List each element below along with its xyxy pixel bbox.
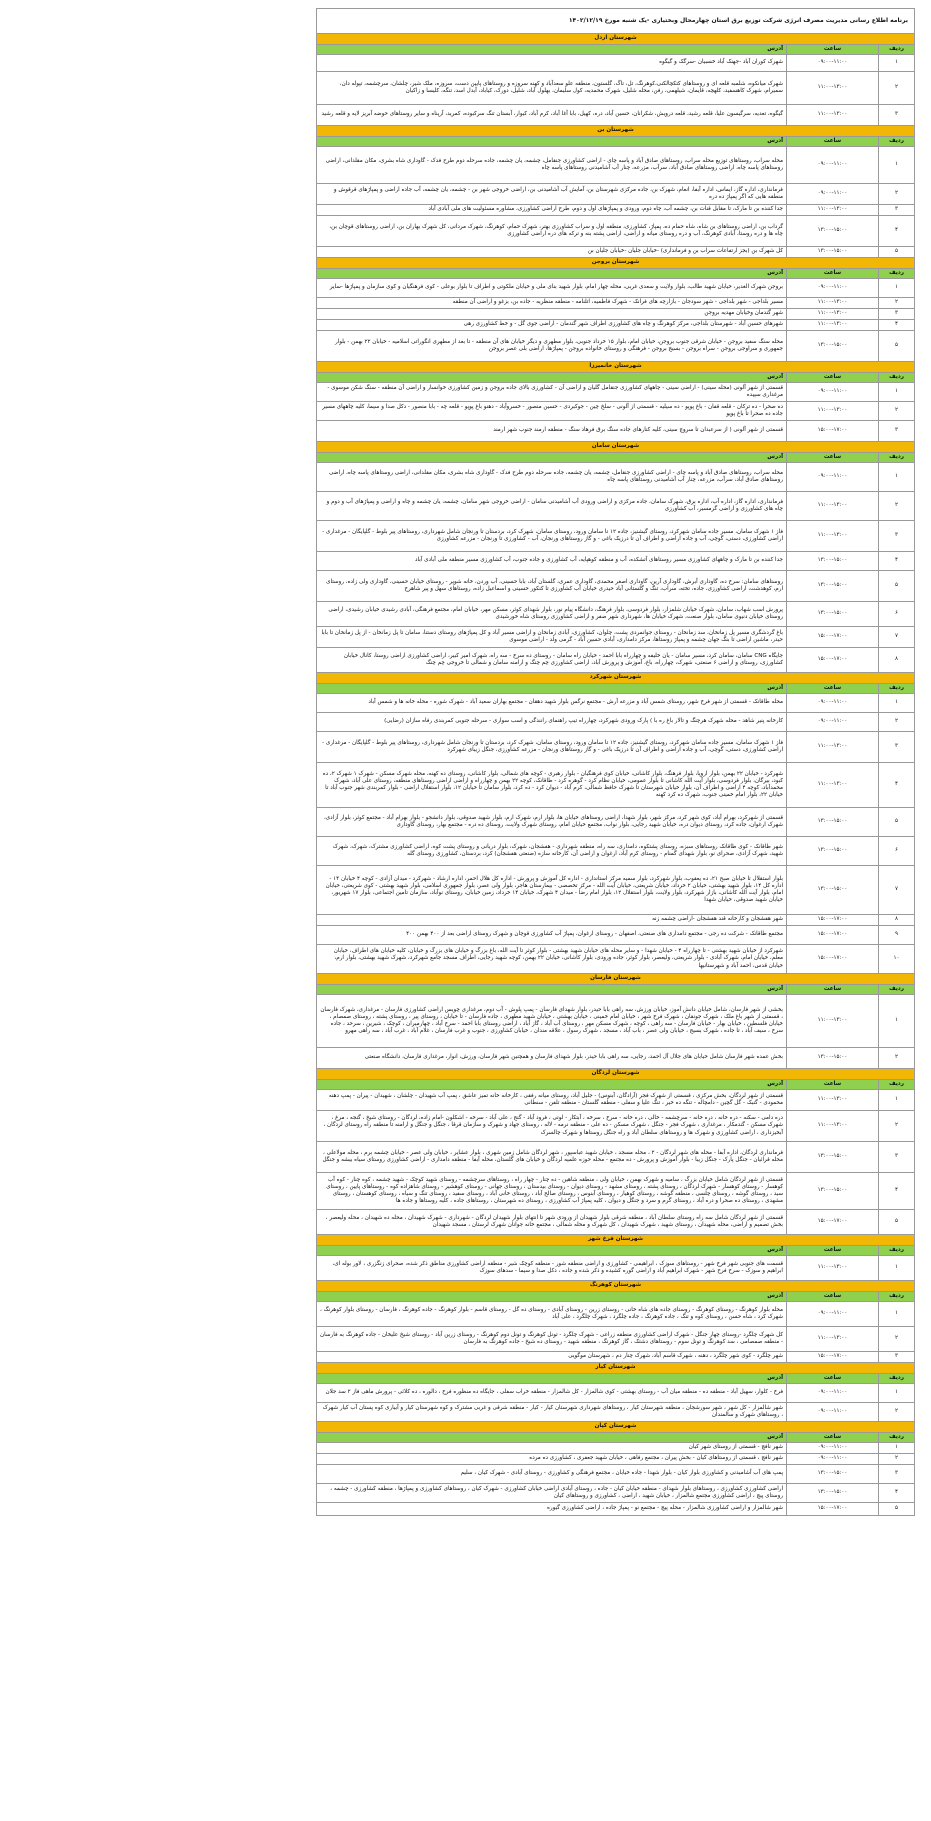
row-number: ۱ <box>879 1090 915 1111</box>
time-range: ۰۹:۰۰-۱۱:۰۰ <box>787 1454 879 1465</box>
address-text: شهر نافچ - قسمتی از روستای شهر کیان <box>317 1443 787 1454</box>
address-text: قسمتی از شهرکرد، بهرام آباد، کوی شهر کرد، مرکز شهر، بلوار شهدا، اراضی روستاهای خیابان ها، بلوار ارم، شهرک ارم، بلوار شهید صدوقی، بلوار دانشجو - بلوار بهرام آباد - مجتمع کوثر، بلوار آزادی، شهرک ارغوان، جاده کرد، روستای دیوان دره، خیابان شهید رجایی، بلوار نواب، مجتمع خیابان امام، روستای شهرک ولایت، روستای ده دره - مجتمع بهار، روستای گاوداری <box>317 808 787 837</box>
address-text: فاز ۱ شهرک سامان، مسیر جاده سامان شهرکرد، روستای گیشنیز، جاده ۱۲ تا سامان ورود، روستای سامان، شهرک کرد، بردستان تا ورنجان شامل شهرداری، روستاهای پیر بلوط - گلپایگان - مرغداری - اراضی کشاورزی، دستی، گوچی، آب و جاده اراضی و اطراف آن تا درزیک باغی - و گاز روستاهای ورنجان - مزرعه کشاورزی، جنگل زیبای شهرکرد <box>317 732 787 763</box>
column-header-radif: ردیف <box>879 1246 915 1256</box>
address-text: شهر گندمان وخیابان مهدیه بروجن <box>317 309 787 320</box>
section-header <box>317 126 915 137</box>
table-row <box>317 1443 915 1454</box>
row-number: ۱ <box>879 55 915 72</box>
column-header-row <box>317 1433 915 1443</box>
table-row <box>317 279 915 298</box>
time-range: ۱۵:۰۰-۱۷:۰۰ <box>787 915 879 926</box>
column-header-saat: ساعت <box>787 137 879 147</box>
row-number: ۱ <box>879 1384 915 1403</box>
time-range: ۱۱:۰۰-۱۳:۰۰ <box>787 105 879 126</box>
row-number: ۵ <box>879 331 915 362</box>
column-header-saat: ساعت <box>787 1374 879 1384</box>
section-title: شهرستان خانمیرزا <box>317 362 915 373</box>
table-row <box>317 926 915 945</box>
time-range: ۱۳:۰۰-۱۵:۰۰ <box>787 1465 879 1484</box>
section-title: شهرستان کوهرنگ <box>317 1281 915 1292</box>
row-number: ۵ <box>879 808 915 837</box>
time-range: ۰۹:۰۰-۱۱:۰۰ <box>787 1302 879 1327</box>
table-row <box>317 915 915 926</box>
row-number: ۴ <box>879 763 915 808</box>
time-range: ۱۱:۰۰-۱۳:۰۰ <box>787 1090 879 1111</box>
address-text: بروجن شهرک الغدیر، خیابان شهید طالب، بلوار ولایت و سعدی غربی، محله چهار امام، بلوار شهید بنای ملی و خیابان ملکوتی و اطراف تا بلوار بوعلی - کوی فرهنگیان و کوی سازمان و پمپاژها -سایر <box>317 279 787 298</box>
section-title: شهرستان کیار <box>317 1363 915 1374</box>
time-range: ۱۳:۰۰-۱۵:۰۰ <box>787 552 879 571</box>
table-row <box>317 402 915 421</box>
row-number: ۳ <box>879 105 915 126</box>
row-number: ۶ <box>879 837 915 866</box>
table-row <box>317 205 915 216</box>
time-range: ۰۹:۰۰-۱۱:۰۰ <box>787 1443 879 1454</box>
time-range: ۰۹:۰۰-۱۱:۰۰ <box>787 694 879 713</box>
address-text: کارخانه پنیر شاهد - محله شهرک هرچنگ و تالار باغ ره با ) پارک ورودی شهرکرد، چهارراه تیپ راهنمای رانندگی و اسب سواری - سرحله جنوبی کمربندی رفاه سازان (رضایی) <box>317 713 787 732</box>
address-text: محله سنگ سفید بروجن - خیابان شرقی جنوب بروجن، خیابان امام، بلوار ۱۵ خرداد جنوبی، بلوار مطهری و دیگر خیابان های آن منطقه - تا بعد از مطهری انگوراتی اسلامیه - خیابان ۲۲ بهمن - بلوار جمهوری و سراوجی بروجن - سراه بروجن - بسیج بروجن - فرهنگی و روستای خانواده بروجن - پمپاژها، اراضی بلی عصر بروجن <box>317 331 787 362</box>
section-title: شهرستان شهرکرد <box>317 673 915 684</box>
section-header <box>317 1069 915 1080</box>
table-row <box>317 105 915 126</box>
row-number: ۳ <box>879 205 915 216</box>
column-header-adres: آدرس <box>317 1374 787 1384</box>
column-header-radif: ردیف <box>879 373 915 383</box>
row-number: ۲ <box>879 184 915 205</box>
table-row <box>317 648 915 673</box>
table-row <box>317 1111 915 1142</box>
address-text: شهرک کوران آباد -جهنک آباد خسبیان -سرگک و گیگوه <box>317 55 787 72</box>
table-row <box>317 1484 915 1503</box>
row-number: ۷ <box>879 627 915 648</box>
time-range: ۱۱:۰۰-۱۳:۰۰ <box>787 402 879 421</box>
address-text: کل شهرک چلگرد -روستای چهار جنگل - شهرک اراضی کشاورزی منطقه زراعی - شهرک چلگرد - تونل کوهرنگ و تونل دوم کوهرنگ - روستای زرین آباد - روستای شیخ علیخان - جاده کوهرنگ به فارسان - منطقه صمصامی ، سد کوهرنگ و تونل سوم - روستاهای دشتک ، گاز کوهرنگ ، منطقه شهید - روستای ده شیخ - جاده کوهرنگ به فارسان <box>317 1327 787 1352</box>
row-number: ۷ <box>879 866 915 915</box>
row-number: ۹ <box>879 926 915 945</box>
address-text: شهرکرد از خیابان شهید بهشتی - تا چهارراه ۴ - خیابان شهدا - و سایر محله های خیابان شهید بهشتی - بلوار کوثر تا آیت الله، باغ بزرگ و خیابان های بزرگ و خیابان، کلیه خیابان های اطراف، خیابان معلم، خیابان امام، شهرک آبادی - بلوار شریعتی، ولیعصر، بلوار کوثر، جاده ورودی، بلوار کاشانی، خیابان ۲۲ بهمن، کوچه شهید رجایی، اطراف مسجد جامع شهرکرد، شهرک شهید بهشتی، بلوار ارم، خیابان قدس، احمد آباد و شهرستانیها <box>317 945 787 974</box>
column-header-row <box>317 1292 915 1302</box>
address-text: محله طاقانک - قسمتی از شهر فرخ شهر، روستای شمس آباد و مزرعه آرش - مجتمع نرگس بلوار شهید دهقان - مجتمع بهاران سعید آباد - شهرک شوره - محله خانه ها و شمس آباد <box>317 694 787 713</box>
address-text: گرداب بن، اراضی روستاهای بن شاه، شاه حمام ده، پمپاژ، کشاورزی، منطقه اول و سراب کشاورزی بهتر، شهرک حمام، کوهرنگ، شهرک مردانی، کل شهرک بهاران بن، اراضی روستاهای قوچان بن، چاه ها و دره روستا، آبادی کوهرنگ، آب و دره روستای میانه و اراضی، اراضی پشته بنه و ترکه های دره اراضی کشاورزی <box>317 216 787 247</box>
column-header-radif: ردیف <box>879 1433 915 1443</box>
table-row <box>317 1090 915 1111</box>
row-number: ۱ <box>879 383 915 402</box>
row-number: ۳ <box>879 521 915 552</box>
table-row <box>317 1173 915 1210</box>
table-row <box>317 1327 915 1352</box>
column-header-row <box>317 1246 915 1256</box>
address-text: قسمت های جنوبی شهر فرخ شهر - روستاهای سوزک ، ابراهیمی - کشاورزی و اراضی منطقه شور - منطقه کوچک شیر - منطقه اراضی کشاورزی مناطق ذکر شده، صحرای زنگزری ، لاور بوله ای، ابراهیم و سوزک - سرخ فرخ شهر - شهرک ابراهیم آباد و اراضی گوره کشیده و ذکر شده و جاده ، دکل صدا و سیما - سدهای سوزک <box>317 1256 787 1281</box>
time-range: ۰۹:۰۰-۱۱:۰۰ <box>787 463 879 492</box>
time-range: ۱۵:۰۰-۱۷:۰۰ <box>787 1210 879 1235</box>
title-row <box>317 9 915 34</box>
row-number: ۵ <box>879 1210 915 1235</box>
time-range: ۰۹:۰۰-۱۱:۰۰ <box>787 1384 879 1403</box>
address-text: شهر نافچ ، قسمتی از روستاهای کیان - بخش پیران ، مجتمع رفاهی ، خیابان شهید جعفری ، کشاورزی ده مرده <box>317 1454 787 1465</box>
time-range: ۱۱:۰۰-۱۳:۰۰ <box>787 1256 879 1281</box>
address-text: شهرکرد - خیابان ۲۲ بهمن، بلوار اروپا، بلوار فرهنگ، بلوار کاشانی، خیابان کوی فرهنگیان - بلوار رهبری - کوچه های شمالی، بلوار کاشانی، روستای ده کهنه، محله شهرک مسکن - شهرک ۱ شهرک ۲، ده کبود، بیرگان، بلوار فردوسی، بلوار آیت الله کاشانی تا بلوار عمومی، خیابان نظام کرد - گوهره کرد - طاقانک، کوچه ۲۲ بهمن و چهارراه و اراضی اراضی روستاهای منطقه، روستای علی آباد، شهرک محمدآباد، کوچه ۴ اراضی و اطراف آن، بلوار خیابان شهرستان تا شهرک حافظ شمالی، کرم آباد - دیوان کرد - ده کرد، بلوار سامان تا خیابان ۱۲، بلوار استقلال اراضی - بلوار کمربندی شهر جنوب آباد تا خیابان ۲۲، بلوار امام خمینی جنوب، شهرک ده کرد کهنه <box>317 763 787 808</box>
table-row <box>317 732 915 763</box>
address-text: شهرک میانکوه، شلمبه قلعه ای و روستاهای کتکچالکنی،کوهرنگ، تل، تاگ، گلستون، منطقه علو سعدآباد و کهنه سروزه و روستاهای پایین دست، سروزه، ملک شیر، چلشان، سرچشمه، تپوله دان، سمیرام، شهرک کاهسفید، کلهچه، قایمان، شیلهمی، رفن، محله شلیل، شهرک محمدیه، کول سلیمان، بهلول آباد، شلیل، دورک، کیاباد، آبدل اسد، تنگه، کلیسا و زاکیان <box>317 72 787 105</box>
table-row <box>317 552 915 571</box>
table-row <box>317 1403 915 1422</box>
address-text: بخش عمده شهر فارسان شامل خیابان های جلال آل احمد، رجایی، سه راهی بابا حیدر، بلوار شهدای فارسان و همچنین شهر فارسان، ورزش، انوار، مرغداری فارسان، دانشگاه صنعتی <box>317 1048 787 1069</box>
table-row <box>317 320 915 331</box>
section-title: شهرستان اردل <box>317 34 915 45</box>
row-number: ۱ <box>879 463 915 492</box>
table-row <box>317 147 915 184</box>
column-header-saat: ساعت <box>787 453 879 463</box>
time-range: ۱۳:۰۰-۱۵:۰۰ <box>787 1484 879 1503</box>
column-header-adres: آدرس <box>317 684 787 694</box>
section-header <box>317 1235 915 1246</box>
address-text: دره دامی - سکنه - دره خانه ، دره خانه - سرچشمه - خالی ، دره خانه - سرخ ، سرخه ، آبتکار - لوتی ، فرود آباد - گنج ، علی آباد - سرخه - اشکلون -امام زاده، لردگان - روستای شیخ ، گنجه ، مرغ ، شهرک مسکن - گندمکار ، مرغداری ، شهرک فجر - جنگل ، شهرک مسکن - ده علی - منطقه نرمه - لاله ، روستای جهاد و شهرک و سازمان قرقا ، جنگل و جنگل و ارامنه تا منطقه راه روستای لردگان ، آبخیزداری ، اراضی کشاورزی و شهرک ها و روستاهای سلطان آباد و راه جنگل روستاها و شهرک چالسرک <box>317 1111 787 1142</box>
row-number: ۳ <box>879 309 915 320</box>
column-header-row <box>317 684 915 694</box>
column-header-saat: ساعت <box>787 45 879 55</box>
column-header-adres: آدرس <box>317 269 787 279</box>
row-number: ۵ <box>879 247 915 258</box>
row-number: ۲ <box>879 72 915 105</box>
address-text: باغ گردشگری مسیر پل زمانخان، سد زمانخان - روستای جوانمردی پشت، چلوان، کشاورزی، آبادی زمانخان و اراضی مسیر آباد و کل پمپاژهای روستای دستنا، سامان تا پل زمانخان - از پل زمانخان تا بابا حیدر، ماشین اراضی تا بنگ جهان چشمه و پمپاژ روستاها، مرکز دامداری، آبادی حسین آباد - گرمی ولد - اراضی موسوی <box>317 627 787 648</box>
time-range: ۱۱:۰۰-۱۳:۰۰ <box>787 521 879 552</box>
row-number: ۳ <box>879 1142 915 1173</box>
time-range: ۱۳:۰۰-۱۵:۰۰ <box>787 602 879 627</box>
column-header-row <box>317 1080 915 1090</box>
address-text: قسمتی از شهر لردگان شامل خیابان بزرگ ، سامیه و شهرک بهمن ، خیابان ولی ، منطقه شاهین - ده چنار - چهار راه ، روستاهای سرچشمه - روستای شهید کوچک - شهید چشمه ، کوه چنار - کوه آب کوهسار - روستای کوهسار - شهرک لردگان ، روستای پشته ، روستای مشهد - روستای دیوان - روستای بیدستان ، روستای جهانی - روستای کوهشیر - روستای شاهزاده کوه - روستاهای پایین ، روستای سید ، روستای گوشه ، روستای چلسی ، منطقه گوشه ، روستای کوهیار ، روستای آبنوس ، روستای صالح آباد ، روستای خانی آباد ، روستای سفید ، روستای تنگ و سیاه ، روستای کوهستان ، روستای مشهدی ، روستای ده صحرا و دره آباد ، روستای گرم و سرد و جنگل و دیوان ، کلیه پمپاژ آب کشاورزی ، روستای ده شهرستان ، روستاهای جاده ، کلیه روستاها و جاده ها <box>317 1173 787 1210</box>
section-header <box>317 1422 915 1433</box>
time-range: ۱۱:۰۰-۱۳:۰۰ <box>787 72 879 105</box>
row-number: ۲ <box>879 1327 915 1352</box>
column-header-saat: ساعت <box>787 1246 879 1256</box>
column-header-saat: ساعت <box>787 985 879 995</box>
row-number: ۱ <box>879 147 915 184</box>
table-row <box>317 866 915 915</box>
time-range: ۱۳:۰۰-۱۵:۰۰ <box>787 1142 879 1173</box>
time-range: ۱۵:۰۰-۱۷:۰۰ <box>787 627 879 648</box>
row-number: ۱ <box>879 279 915 298</box>
time-range: ۰۹:۰۰-۱۱:۰۰ <box>787 1403 879 1422</box>
column-header-adres: آدرس <box>317 985 787 995</box>
time-range: ۱۱:۰۰-۱۳:۰۰ <box>787 298 879 309</box>
section-title: شهرستان لردگان <box>317 1069 915 1080</box>
address-text: ده صحرا - ده تركان - قلعه قفان - باغ پوپو - ده سیلیه - قسمتی از آلونی - سلخ چین - جوکبردی - حسین منصور - خسروآباد - دهنو باغ پوپو - قلعه چه - بابا منصور - دکل صدا و سیما، کلیه چاههای مسیر جاده ده صحرا تا باغ پوپو <box>317 402 787 421</box>
column-header-saat: ساعت <box>787 1292 879 1302</box>
time-range: ۱۱:۰۰-۱۳:۰۰ <box>787 320 879 331</box>
time-range: ۱۳:۰۰-۱۵:۰۰ <box>787 247 879 258</box>
address-text: محله سراب، روستاهای صادق آباد و پاسه چای - اراضی کشاورزی جنقامل، چشمه، یان چشمه، جاده سرحله دوم طرح فدک - گاوداری شاه بشری، مکان مقلدانی، اراضی روستاهای پاسه چاه، اراضی روستاهای صادق آباد، سرآب، مزرعه، چنار آب آشامیدنی روستاهای پاسه چاه <box>317 463 787 492</box>
address-text: جدا کننده بن تا مارک و چاههای کشاورزی مسیر روستاهای آتشکده، آب و منطقه کوهپایه، آب کشاورزی و جاده جنوب، آب کشاورزی مسیر منطقه ملی آبادی آباد <box>317 552 787 571</box>
address-text: فرمانداری لردگان، اداره آبفا - محله های شهر لردگان - ۲ ، محله مسجد ، خیابان شهید عباسپور ، شهر لردگان شامل زمین شهری ، بلوار عشایر ، خیابان ولی عصر - خیابان چشمه برم ، محله مولاعلی ، محله قرائیان - جنگل پارک - جنگل زیبا - بلوار آموزش و پرورش - ده مجتمع - محله حوزه علمیه لردگان و خیابان های گلستان، محله آبفا - منطقه دامداری - اراضی کشاورزی روستای سیاه بیشه و جنگل <box>317 1142 787 1173</box>
table-row <box>317 1503 915 1516</box>
address-text: شهر طاقانک - کوی طاقانک روستاهای سبزه، روستای پشتکوه، دامداری، سه راه، منطقه شهرداری - هفشجان، شهرک، بلوار دریانی و روستای پشت کوه، اراضی کشاورزی مشترک، شهرک، شهرک شهید، شهرک آزادی، صحرای نو، بلوار شهدای گمنام - روستای کرم آباد، ارغوان و اراضی آن، کارخانه سازه (صنعتی هفشجان) کرد، بردستان، کشاورزی روستای گله <box>317 837 787 866</box>
section-header <box>317 362 915 373</box>
time-range: ۱۵:۰۰-۱۷:۰۰ <box>787 648 879 673</box>
table-row <box>317 1048 915 1069</box>
time-range: ۱۳:۰۰-۱۵:۰۰ <box>787 331 879 362</box>
section-header <box>317 34 915 45</box>
row-number: ۴ <box>879 1484 915 1503</box>
address-text: مجتمع طاقانک - شرکت ده رجی - مجتمع دامداری های صنعتی، اصفهان - روستای ارغوان، پمپاژ آب کشاورزی قوچان و شهرک روستای اراضی بعد از ۴۰۰ بهمن ۴۰۰ <box>317 926 787 945</box>
row-number: ۱ <box>879 995 915 1048</box>
table-row <box>317 837 915 866</box>
time-range: ۱۱:۰۰-۱۳:۰۰ <box>787 732 879 763</box>
column-header-saat: ساعت <box>787 1080 879 1090</box>
table-row <box>317 627 915 648</box>
column-header-adres: آدرس <box>317 137 787 147</box>
section-title: شهرستان بروجن <box>317 258 915 269</box>
time-range: ۰۹:۰۰-۱۱:۰۰ <box>787 279 879 298</box>
table-row <box>317 463 915 492</box>
address-text: اراضی کشاورزی کشاورزی ، روستاهای بلوار شهدای - منطقه خیابان کیان - جاده ، روستای آبادی اراضی خیابان کشاورزی - شهرک کیان ، روستاهای کشاورزی و پمپاژها ، منطقه کشاورزی - چشمه ، روستای پیچ ، اراضی کشاورزی مجتمع شالمزار ، خیابان شهید ، اراضی ، کشاورزی و روستاهای کیان <box>317 1484 787 1503</box>
table-row <box>317 1210 915 1235</box>
time-range: ۱۳:۰۰-۱۵:۰۰ <box>787 866 879 915</box>
section-title: شهرستان کیان <box>317 1422 915 1433</box>
section-title: شهرستان فرخ شهر <box>317 1235 915 1246</box>
power-outage-schedule-sheet <box>316 8 915 1813</box>
row-number: ۳ <box>879 421 915 442</box>
table-row <box>317 571 915 602</box>
column-header-radif: ردیف <box>879 45 915 55</box>
address-text: شهر چلگرد - کوی شهر چلگرد ، دهنه ، شهرک قاسم آباد، شهرک چنار دم ، شهرستان موگویی <box>317 1352 787 1363</box>
table-row <box>317 298 915 309</box>
address-text: قسمتی از شهر لردگان شامل سه راه روستای سلطان آباد ، منطقه شرقی بلوار شهیدان از ورودی شهر تا انتهای بلوار شهیدان لردگان - شهرداری - شهرک شهیدان ، محله ده شهیدان ، محله ولیعصر ، بخش تصمیم و اراضی، محله شهیدان ، روستای شهید ، شهرک شهیدان ، کل شهرک و محله شمالی ، مجتمع خانه جوانان شهرک لرستان ، مسجد شهیدان <box>317 1210 787 1235</box>
row-number: ۴ <box>879 320 915 331</box>
section-header <box>317 258 915 269</box>
column-header-saat: ساعت <box>787 269 879 279</box>
time-range: ۱۵:۰۰-۱۷:۰۰ <box>787 421 879 442</box>
column-header-radif: ردیف <box>879 453 915 463</box>
section-header <box>317 442 915 453</box>
section-title: شهرستان سامان <box>317 442 915 453</box>
row-number: ۲ <box>879 713 915 732</box>
row-number: ۲ <box>879 492 915 521</box>
time-range: ۱۵:۰۰-۱۷:۰۰ <box>787 945 879 974</box>
column-header-row <box>317 1374 915 1384</box>
time-range: ۱۳:۰۰-۱۵:۰۰ <box>787 808 879 837</box>
address-text: کل شهرک بن (بجز ارتفاعات سراب بن و فرمانداری) -خیابان جلیان -خیابان جلیان بن <box>317 247 787 258</box>
table-row <box>317 247 915 258</box>
table-row <box>317 521 915 552</box>
time-range: ۱۳:۰۰-۱۵:۰۰ <box>787 216 879 247</box>
address-text: پرورش اسب شهاب، سامان، شهرک خیابان شلمزار، بلوار فردوسی، بلوار فرهنگ، دانشگاه پیام نور، بلوار شهدای کوثر، مسکن مهر، خیابان امام، مجتمع فرهنگی، آبادی رشیدی خیابان رشیدی، اراضی روستای خیابان دنیوی سامان، بلوار صنعت، شهرک خیابان ها، شهرداری شهر صفر و اراضی کشاورزی روستای شاه خورشیدی <box>317 602 787 627</box>
time-range: ۱۳:۰۰-۱۵:۰۰ <box>787 837 879 866</box>
row-number: ۲ <box>879 298 915 309</box>
row-number: ۲ <box>879 402 915 421</box>
column-header-radif: ردیف <box>879 1374 915 1384</box>
section-header <box>317 1281 915 1292</box>
table-row <box>317 421 915 442</box>
section-title: شهرستان بن <box>317 126 915 137</box>
table-row <box>317 331 915 362</box>
row-number: ۴ <box>879 552 915 571</box>
column-header-adres: آدرس <box>317 373 787 383</box>
row-number: ۱۰ <box>879 945 915 974</box>
table-row <box>317 184 915 205</box>
row-number: ۱ <box>879 694 915 713</box>
column-header-saat: ساعت <box>787 684 879 694</box>
time-range: ۱۵:۰۰-۱۷:۰۰ <box>787 926 879 945</box>
address-text: فرخ - کلوار، سهیل آباد - منطقه ده - منطقه میان آب - روستای بهشتی - کوی شالمزار - کل شالمزار - منطقه خراب سفلی ، جایگاه ده منظوره فرخ ، دالوره ، ده کلائی - پرورش ماهی فاز ۲ سد جلان <box>317 1384 787 1403</box>
column-header-adres: آدرس <box>317 1292 787 1302</box>
time-range: ۱۱:۰۰-۱۳:۰۰ <box>787 205 879 216</box>
table-row <box>317 602 915 627</box>
address-text: جایگاه CNG سامان، سامان کرد، مسیر سامان - یان خلیفه و چهارراه بابا احمد - خیابان راه سامان - روستای ده سرخ - سه راه، شهرک امیر کبیر، اراضی کشاورزی اراضی روستا، کانال خیابان کشاورزی، روستای و اراضی ۶ صنعتی، شهرک، چهارراه، باغ، آموزش و پرورش آباد، اراضی کشاورزی چم چنگ و ارامنه سامان و شمالی تا خروجی چم چنگ <box>317 648 787 673</box>
address-text: روستاهای سامان: سرخ ده، گاوداری آبرش، گاوداری آرین، گاوداری اصغر محمدی، گاوداری عمری، گلستان آباد، بابا حسینی، آب وردن، خانه شوپر - روستای خیابان حسینی، گاوداری ولی زاده، روستای ارم، کوهدشت، اراضی کشاورزی، جاده، تخته، سراب، تنگ و گلستانی آباد حیدری خیابان آب کشاورزی تا کنکور حسینی و اسماعیل زاده، روستاهای سهل و پیر شاهرخ <box>317 571 787 602</box>
column-header-radif: ردیف <box>879 985 915 995</box>
table-row <box>317 1142 915 1173</box>
row-number: ۳ <box>879 1352 915 1363</box>
section-header <box>317 1363 915 1374</box>
column-header-radif: ردیف <box>879 684 915 694</box>
table-row <box>317 763 915 808</box>
row-number: ۱ <box>879 1302 915 1327</box>
address-text: فرمانداری، اداره گاز، ایماس، اداره آبفا، انعام، شهرک بن، جاده مرکزی شهرستان بن، آمایش آب آشامیدنی بن، اراضی خروجی شهر بن - چشمه، یان چشمه، آب جاده اراضی و پمپاژهای قرقوش و منطقه هایی که اگر پمپاژ ده دره <box>317 184 787 205</box>
row-number: ۴ <box>879 1173 915 1210</box>
column-header-row <box>317 45 915 55</box>
table-row <box>317 492 915 521</box>
address-text: محله بلوار کوهرنگ - روستای کوهرنگ - روستای جاده های شاه خانی - روستای زرین - روستای آبادی - روستای ده گل - روستای قاسم - بلوار کوهرنگ - جاده کوهرنگ ، فارسان - روستای بلوار کوهرنگ ، شهرک کرد ، شاه حسن ، روستای کوه و تنگ ، جاده کوهرنگ ، جاده چلگرد ، شهرک چلگرد ، علی آباد <box>317 1302 787 1327</box>
row-number: ۵ <box>879 1503 915 1516</box>
table-row <box>317 995 915 1048</box>
row-number: ۲ <box>879 1111 915 1142</box>
table-row <box>317 216 915 247</box>
row-number: ۴ <box>879 216 915 247</box>
table-row <box>317 1352 915 1363</box>
address-text: شهر شالمزار و اراضی کشاورزی شالمزار - محله پیچ - مجتمع نو - پمپاژ جاده ، اراضی کشاورزی گیوره <box>317 1503 787 1516</box>
section-header <box>317 673 915 684</box>
time-range: ۱۱:۰۰-۱۳:۰۰ <box>787 763 879 808</box>
address-text: قسمتی از شهر آلونی ( از سرعبدان تا سروچ سینی، کلیه کنارهای جاده سنگ برق فرهاد سنگ - منطقه ارمند جنوب شهر ارمند <box>317 421 787 442</box>
time-range: ۰۹:۰۰-۱۱:۰۰ <box>787 713 879 732</box>
table-row <box>317 713 915 732</box>
schedule-table <box>316 8 915 1516</box>
column-header-saat: ساعت <box>787 373 879 383</box>
row-number: ۲ <box>879 1403 915 1422</box>
time-range: ۱۳:۰۰-۱۵:۰۰ <box>787 1173 879 1210</box>
address-text: پمپ های آب آشامیدنی و کشاورزی بلوار کیان - بلوار شهدا - جاده خیابان ، مجتمع فرهنگی و کشاورزی - روستای آبادی - شهرک کیان ، سلیم <box>317 1465 787 1484</box>
time-range: ۱۵:۰۰-۱۷:۰۰ <box>787 1352 879 1363</box>
row-number: ۲ <box>879 1048 915 1069</box>
time-range: ۰۹:۰۰-۱۱:۰۰ <box>787 184 879 205</box>
address-text: فاز ۱ شهرک سامان، مسیر جاده سامان شهرکرد، روستای گیشنیز، جاده ۱۲ تا سامان ورود، روستای سامان، شهرک کرد، بردستان تا ورنجان شامل شهرداری، روستاهای پیر بلوط - گلپایگان - مرغداری - اراضی کشاورزی، دستی، گوچی، آب و جاده اراضی و اطراف آن تا درزیک باغی - و گاز روستاهای ورنجان، آب - کشاورزی تا ورنجان - مزرعه کشاورزی <box>317 521 787 552</box>
time-range: ۱۳:۰۰-۱۵:۰۰ <box>787 1048 879 1069</box>
address-text: بخشی از شهر فارسان، شامل خیابان دانش آموز، خیابان ورزش، سه راهی بابا حیدر، بلوار شهدای فارسان - پمپ پلوش - آب دوم، مرغداری چویس اراضی کشاورزی فارسان - مرغداری، شهرک فارسان ، قسمتی از شهر باغ ملک ، شهرک جونقان ، شهرک فرخ شهر ، خیابان امام خمینی ، خیابان بهشتی ، خیابان شهید مطهری ، جاده فارسان - تا خیابان ، روستای پیر ، روستای پشته ، روستای صمصام ، خیابان فلسطین ، خیابان بهار - خیابان فارسان - سه راهی ، کوچه ، شهرک مسکن مهر ، روستای آب آباد ، گاز آباد ، اراضی روستای بابا احمد - سرخ آباد ، چهارمیران ، کوچک ، شیرین ، سرحد ، جاده سرخ ، سیف آباد ، تا جاده ، شهرک بسیج ، خیابان ولی عصر ، باب آباد ، مسجد ، شهرک رسول ، علاقه مندان ، خیابان کشاورزی ، جنوب و غرب فارسان ، غلام آباد ، غرب آباد ، سه راهی مهرو <box>317 995 787 1048</box>
table-row <box>317 383 915 402</box>
table-row <box>317 1465 915 1484</box>
time-range: ۱۱:۰۰-۱۳:۰۰ <box>787 1111 879 1142</box>
time-range: ۰۹:۰۰-۱۱:۰۰ <box>787 383 879 402</box>
column-header-row <box>317 985 915 995</box>
column-header-adres: آدرس <box>317 1246 787 1256</box>
time-range: ۱۱:۰۰-۱۳:۰۰ <box>787 492 879 521</box>
table-row <box>317 945 915 974</box>
section-header <box>317 974 915 985</box>
time-range: ۱۱:۰۰-۱۳:۰۰ <box>787 995 879 1048</box>
table-row <box>317 694 915 713</box>
section-title: شهرستان فارسان <box>317 974 915 985</box>
row-number: ۳ <box>879 1465 915 1484</box>
address-text: فرمانداری، اداره گاز، اداره آب، اداره برق، شهرک سامان، جاده مرکزی و اراضی ورودی آب آشامیدنی سامان - اراضی خروجی شهر سامان، چشمه، یان چشمه و چاه و اراضی و پمپاژهای آب و دوم و چاه های کشاورزی و اراضی گرمسیر، آب کشاورزی <box>317 492 787 521</box>
time-range: ۱۱:۰۰-۱۳:۰۰ <box>787 309 879 320</box>
table-row <box>317 72 915 105</box>
row-number: ۸ <box>879 648 915 673</box>
row-number: ۵ <box>879 571 915 602</box>
row-number: ۸ <box>879 915 915 926</box>
time-range: ۱۵:۰۰-۱۷:۰۰ <box>787 1503 879 1516</box>
table-row <box>317 1454 915 1465</box>
table-row <box>317 309 915 320</box>
address-text: بلوار استقلال تا خیابان صبح ۲۱، ده یعقوب، بلوار شهرکرد، بلوار سمیه مرکز استانداری - اداره کل آموزش و پرورش - اداره کل هلال احمر، اداره ارشاد - شهرکرد - میدان آزادی - کوچه ۴ خیابان ۱۴ - اداره کل ۱۴، بلوار شهید بهشتی، خیابان ۲ خرداد، خیابان شریعتی، خیابان آیت الله - مرکز تخصصی - بیمارستان هاجر، بلوار ولی عصر، بلوار جمهوری اسلامی، بلوار شهید بهشتی - کوی شریعتی، خیابان امام، بلوار آیت الله کاشانی، بازار شهرکرد، بلوار ولایت، بلوار استقلال ۱۲، بلوار امام رضا - میدان ۴ شهرک، خیابان ۱۴ خرداد، زمین خیابان، روستای نوآباد، سازمان تامین اجتماعی، بلوار ۱۷ شهریور، خیابان شهید صدوقی، خیابان شهدا <box>317 866 787 915</box>
time-range: ۰۹:۰۰-۱۱:۰۰ <box>787 147 879 184</box>
column-header-radif: ردیف <box>879 1080 915 1090</box>
address-text: شهرهای حسین آباد - شهرستان بلداجی، مرکز کوهرنگ و چاه های کشاورزی اطراف شهر گندمان - اراضی جوی گل - و خط کشاورزی رهی <box>317 320 787 331</box>
address-text: محله سراب، روستاهای توزیع محله سراب، روستاهای صادق آباد و پاسه چای - اراضی کشاورزی جنقامل، چشمه، یان چشمه، جاده سرحله دوم طرح فدک - گاوداری شاه بشری، مکان مقلدانی، اراضی روستاهای پاسه چاه، اراضی روستاهای صادق آباد، سرآب، مزرعه، چنار آب آشامیدنی روستاهای پاسه چاه <box>317 147 787 184</box>
address-text: قسمتی از شهر آلونی (محله سینی) - اراضی سینی - چاههای کشاورزی جنقامل گلیان و اراضی آن - کشاورزی بالای جاده بروجن و زمین کشاورزی خوانسار و اراضی آن منطقه - سنگ شکن موسوی - مرغداری سپیده <box>317 383 787 402</box>
column-header-row <box>317 453 915 463</box>
address-text: گیگوه، تعدیه، سرگیسون علیا، قلعه رشید، قلعه درویش، شکرانان، حسین آباد، دره، کهیل، بابا آغا آباد، کرم آباد، کیوار، آبستان تنگ سرکبوده، کمرید، آرپناه و سایر روستاهای حوضه آبریز لایه و قلعه رشید <box>317 105 787 126</box>
address-text: شهر هفشجان و کارخانه قند هفشجان -اراضی چشمه زنه <box>317 915 787 926</box>
row-number: ۲ <box>879 1454 915 1465</box>
table-row <box>317 55 915 72</box>
column-header-row <box>317 137 915 147</box>
column-header-adres: آدرس <box>317 45 787 55</box>
time-range: ۱۱:۰۰-۱۳:۰۰ <box>787 1327 879 1352</box>
column-header-row <box>317 269 915 279</box>
column-header-adres: آدرس <box>317 1080 787 1090</box>
time-range: ۰۹:۰۰-۱۱:۰۰ <box>787 55 879 72</box>
column-header-radif: ردیف <box>879 269 915 279</box>
column-header-radif: ردیف <box>879 137 915 147</box>
column-header-adres: آدرس <box>317 1433 787 1443</box>
column-header-adres: آدرس <box>317 453 787 463</box>
row-number: ۶ <box>879 602 915 627</box>
table-row <box>317 1302 915 1327</box>
row-number: ۱ <box>879 1443 915 1454</box>
address-text: قسمتی از شهر لردگان، بخش مرکزی ، قسمتی از شهرک فجر (آرادگان، آبنوس) - جلیل آباد، روستای میانه رفقی ، کارخانه خانه تمیز عاشق ، پمپ آب شهیدان - چلشان ، شهیدان - پیران - پمپ دهنه محمودی - گنبک - گل گچین - دامچاله - تنگه ده خیر ، تنگ علیا و سفلی - منطقه گلستان - منطقه تلفن - سنطانی <box>317 1090 787 1111</box>
address-text: جدا کننده بن تا مارک، تا مقابل قنات بن، چشمه آب، چاه دوم، ورودی و پمپاژهای اول و دوم، طرح اراضی کشاورزی، مشاوره مسئولیت های ملی آبادی آباد <box>317 205 787 216</box>
table-row <box>317 1384 915 1403</box>
table-row <box>317 808 915 837</box>
time-range: ۱۳:۰۰-۱۵:۰۰ <box>787 571 879 602</box>
address-text: شهر شالمزار - کل شهر ، شهر سورشجان ، منطقه شهرستان کیار ، روستاهای شهرداری شهرستان کیار - کیار - منطقه شرقی و غربی مشترک و کوه شهرستان کیار و آبیاری کوه پستان آب کیار شهرک ، روستاهای شهرک و سالمندان <box>317 1403 787 1422</box>
column-header-radif: ردیف <box>879 1292 915 1302</box>
table-row <box>317 1256 915 1281</box>
row-number: ۱ <box>879 1256 915 1281</box>
document-title: برنامه اطلاع رسانی مدیریت مصرف انرژی شرکت توزیع برق استان چهارمحال وبختیاری -یک شنبه مورخ ۱۴۰۲/۱۲/۱۹ <box>317 9 915 34</box>
address-text: مسیر بلداجی - شهر بلداجی - شهر سودجان - بازارچه های فرانک - شهرک فاطمیه، اتلنامه - منطقه منظریه - جاده بن، بزغو و اراضی آن منطقه <box>317 298 787 309</box>
row-number: ۳ <box>879 732 915 763</box>
column-header-row <box>317 373 915 383</box>
column-header-saat: ساعت <box>787 1433 879 1443</box>
